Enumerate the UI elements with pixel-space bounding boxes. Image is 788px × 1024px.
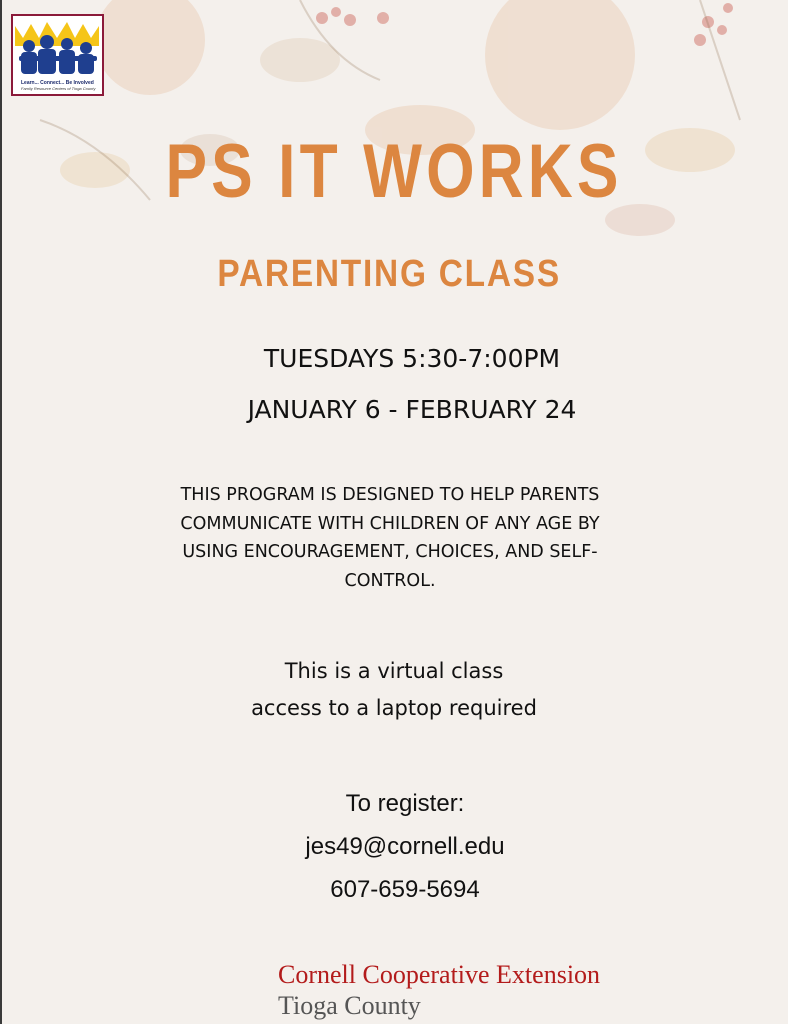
logo-tagline: Learn... Connect... Be Involved bbox=[21, 80, 94, 86]
subtitle-text: PARENTING CLASS bbox=[217, 253, 561, 295]
family-resource-centers-logo bbox=[11, 14, 104, 96]
virtual-class-note: This is a virtual class bbox=[284, 659, 504, 683]
tioga-county-label: Tioga County bbox=[278, 991, 421, 1020]
laptop-requirement-note: access to a laptop required bbox=[251, 696, 537, 720]
register-phone: 607-659-5694 bbox=[330, 876, 480, 903]
flyer-title: PS IT WORKS bbox=[165, 129, 623, 214]
flyer-subtitle bbox=[0, 253, 788, 296]
register-label: To register: bbox=[345, 790, 465, 817]
schedule-days-time: TUESDAYS 5:30-7:00PM bbox=[263, 344, 561, 373]
program-description: THIS PROGRAM IS DESIGNED TO HELP PARENTS COMMUNICATE WITH CHILDREN OF ANY AGE BY USING ENCOURAGEMENT, CHOICES, AND SELF-CONTROL. bbox=[180, 485, 600, 591]
schedule-dates: JANUARY 6 - FEBRUARY 24 bbox=[247, 395, 577, 424]
cornell-cooperative-extension-logo: Cornell Cooperative Extension bbox=[278, 960, 601, 989]
register-email: jes49@cornell.edu bbox=[305, 833, 505, 860]
logo-subtitle: Family Resource Centers of Tioga County bbox=[21, 86, 96, 91]
